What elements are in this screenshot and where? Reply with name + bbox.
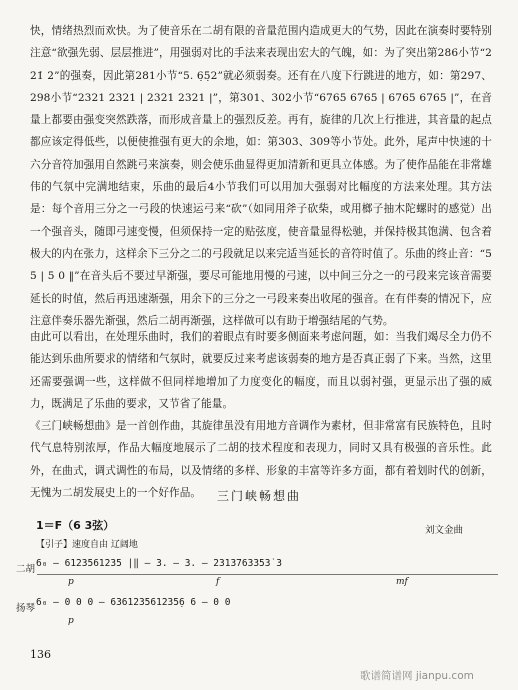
page-number: 136 bbox=[30, 648, 51, 661]
score-composer: 刘文金曲 bbox=[425, 525, 464, 536]
dynamic-marking: p bbox=[68, 577, 74, 587]
score-key-signature: 1＝F（6 3弦） bbox=[36, 519, 115, 532]
watermark: 歌谱简谱网 jianpu.com bbox=[360, 670, 474, 682]
instrument-label-yangqin: 扬琴 bbox=[16, 603, 36, 614]
dynamic-marking: mf bbox=[396, 577, 408, 587]
score-title: 三门峡畅想曲 bbox=[216, 489, 301, 503]
dynamic-marking: p bbox=[68, 616, 74, 626]
body-paragraph-3: 《三门峡畅想曲》是一首创作曲，其旋律虽没有用地方音调作为素材，但非常富有民族特色，且时代气息特别浓厚，作品大幅度地展示了二胡的技术程度和表现力，同时又具有极强的音乐性。此外，在曲式，调式调性的布局，以及情绪的多样、形象的丰富等许多方面，都有着划时代的创新，无愧为二胡发展史上的一个好作品。 bbox=[30, 420, 492, 499]
dynamic-marking: f bbox=[216, 577, 220, 587]
body-paragraph-1: 快，情绪热烈而欢快。为了使音乐在二胡有限的音量范围内造成更大的气势，因此在演奏时要特别注意“欲强先弱、层层推进”，用强弱对比的手法来表现出宏大的气魄，如：为了突出第286小节“2 2̇1̇ 2̇”的强奏，因此第281小节“5. 6̣5̣2”就必须弱奏。还有在八度下行跳进的地方，如：第297、298小节“2321 2321 | 2321 2321 |”，第301、302小节“6765 6765 | 6765 6765 |”，在音量上都要由强变突然跌落，而形成音量上的强烈反差。再有，旋律的几次上行推进，其音量的起点都应该定得低些，以便使推强有更大的余地，如：第303、309等小节处。此外，尾声中快速的十六分音符加强用自然跳弓来演奏，则会使乐曲显得更加清新和更具立体感。为了使作品能在非常雄伟的气氛中完满地结束，乐曲的最后4小节我们可以用加大强弱对比幅度的方法来处理。其方法是：每个音用三分之一弓段的快速运弓来“砍”（如同用斧子砍柴，或用榔子抽木陀螺时的感觉）出一个强音头，随即弓速变慢，但须保持一定的贴弦度，使音量显得松驰，并保持极其饱满、包含着极大的内在张力，这样余下三分之二的弓段就足以来完适当延长的音符时值了。乐曲的终止音：“5 5̇ | 5 0 ‖”在音头后不要过早渐强，要尽可能地用慢的弓速，以中间三分之一的弓段来完该音需要延长的时值，然后再迅速渐强，用余下的三分之一弓段来奏出收尾的强音。在有伴奏的情况下，应注意伴奏乐器先渐强，然后二胡再渐强，这样做可以有助于增强结尾的气势。 bbox=[30, 25, 492, 327]
score-line-yangqin: 6₀ — 0 0 0 — 636123561235̣6 6 — 0 0 bbox=[36, 597, 231, 608]
score-section-marking: 【引子】速度自由 辽阔地 bbox=[36, 540, 138, 550]
instrument-label-erhu: 二胡 bbox=[16, 564, 36, 575]
staff-line bbox=[37, 574, 498, 575]
body-paragraph-2: 由此可以看出，在处理乐曲时，我们的着眼点有时要多侧面来考虑问题，如：当我们竭尽全力仍不能达到乐曲所要求的情绪和气氛时，就要反过来考虑该弱奏的地方是否真正弱了下来。当然，这里还需要强调一些，这样做不但同样地增加了力度变化的幅度，而且以弱衬强，更显示出了强的威力，既满足了乐曲的要求，又节省了能量。 bbox=[30, 331, 492, 410]
score-line-erhu: 6₀ — 6123561235 |‖ — 3. — 3. — 2313763353̇ 3 bbox=[36, 558, 282, 569]
